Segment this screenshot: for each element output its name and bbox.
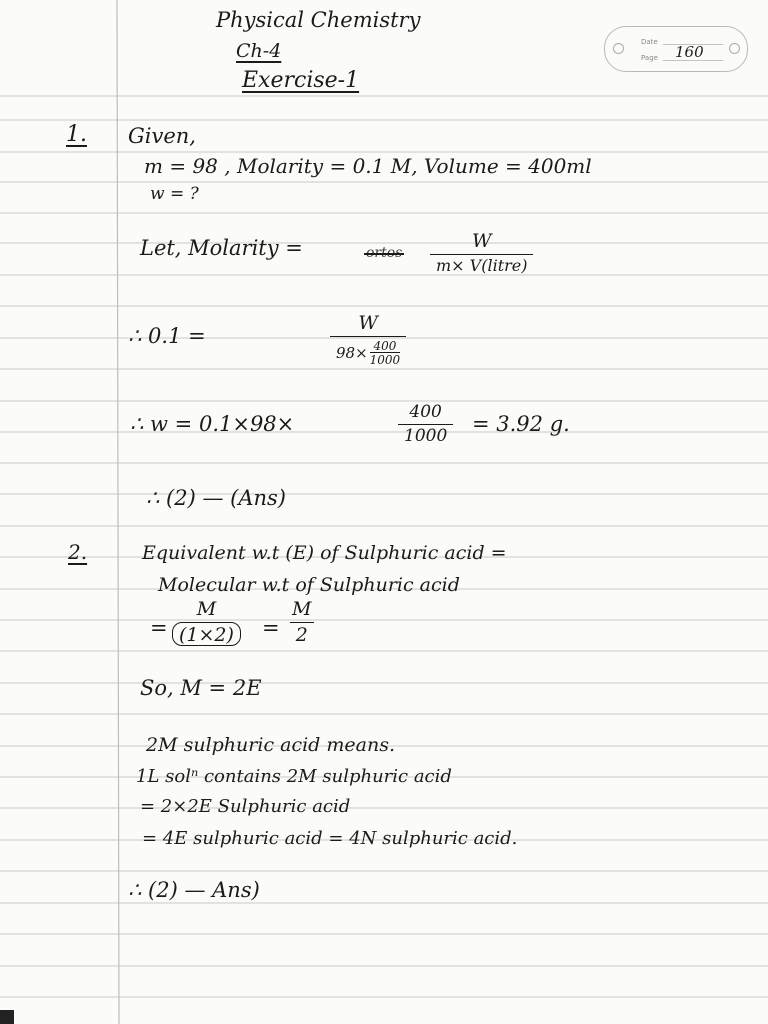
- q1-step2-numerator: 400: [409, 402, 442, 422]
- q1-step1-inner-num: 400: [373, 339, 397, 353]
- q1-step1-den-factor: 98×: [336, 343, 368, 362]
- q1-answer: ∴ (2) — (Ans): [146, 486, 286, 510]
- q1-given: Given,: [128, 124, 196, 148]
- q1-let-text: Let, Molarity =: [140, 236, 303, 260]
- stamp-left-circle-icon: [613, 43, 624, 54]
- q1-formula-numerator: W: [471, 230, 492, 252]
- q2-means-line: 2M sulphuric acid means.: [146, 734, 395, 756]
- exercise-title: Exercise-1: [242, 68, 360, 93]
- q1-step2-lhs: ∴ w = 0.1×98×: [130, 412, 295, 436]
- q2-fraction-1: [172, 600, 241, 646]
- q2-so-line: So, M = 2E: [140, 676, 262, 700]
- q2-answer: ∴ (2) — Ans): [128, 878, 260, 902]
- q1-step1-numerator: W: [358, 312, 378, 334]
- q1-step1-fraction: [330, 314, 406, 366]
- page-corner-mark: [0, 1010, 14, 1024]
- q2-frac2-denominator: 2: [290, 622, 314, 645]
- q1-struck-text: ortos: [366, 245, 403, 261]
- q2-frac1-numerator: M: [196, 598, 217, 620]
- stamp-date-label: Date: [641, 38, 658, 46]
- q2-frac1-denominator: (1×2): [172, 622, 241, 646]
- q1-unknown: w = ?: [150, 184, 199, 204]
- q2-eq-prefix: =: [150, 616, 168, 640]
- stamp-page-label: Page: [641, 54, 658, 62]
- q1-step2-result: = 3.92 g.: [472, 412, 570, 436]
- q1-step2-fraction: [398, 404, 453, 445]
- chapter-title: Ch-4: [236, 40, 282, 62]
- q2-number: 2.: [68, 540, 88, 564]
- q1-formula-denominator: m× V(litre): [430, 254, 533, 274]
- q2-line2: Molecular w.t of Sulphuric acid: [158, 574, 460, 596]
- q1-molarity-fraction: [430, 232, 533, 274]
- q2-eq-line-1: = 2×2E Sulphuric acid: [140, 796, 351, 817]
- q1-step1-inner-den: 1000: [369, 353, 401, 367]
- q2-line1: Equivalent w.t (E) of Sulphuric acid =: [142, 542, 507, 564]
- q2-frac2-numerator: M: [292, 598, 312, 620]
- subject-title: Physical Chemistry: [216, 8, 421, 32]
- q1-step1-denominator: [330, 336, 406, 366]
- stamp-right-circle-icon: [729, 43, 740, 54]
- q1-values-line: m = 98 , Molarity = 0.1 M, Volume = 400ml: [144, 154, 592, 178]
- q1-step1-inner-fraction: [370, 340, 401, 366]
- q1-number: 1.: [66, 122, 87, 147]
- q1-step1-lhs: ∴ 0.1 =: [128, 324, 206, 348]
- q1-step2-denominator: 1000: [398, 424, 453, 445]
- q2-solution-line: 1L solⁿ contains 2M sulphuric acid: [136, 766, 452, 787]
- date-page-stamp: [604, 26, 748, 72]
- q2-eq-line-2: = 4E sulphuric acid = 4N sulphuric acid.: [142, 828, 518, 849]
- q2-fraction-2: [286, 600, 317, 645]
- q2-eq-mid: =: [262, 616, 280, 640]
- page-number: 160: [675, 43, 704, 61]
